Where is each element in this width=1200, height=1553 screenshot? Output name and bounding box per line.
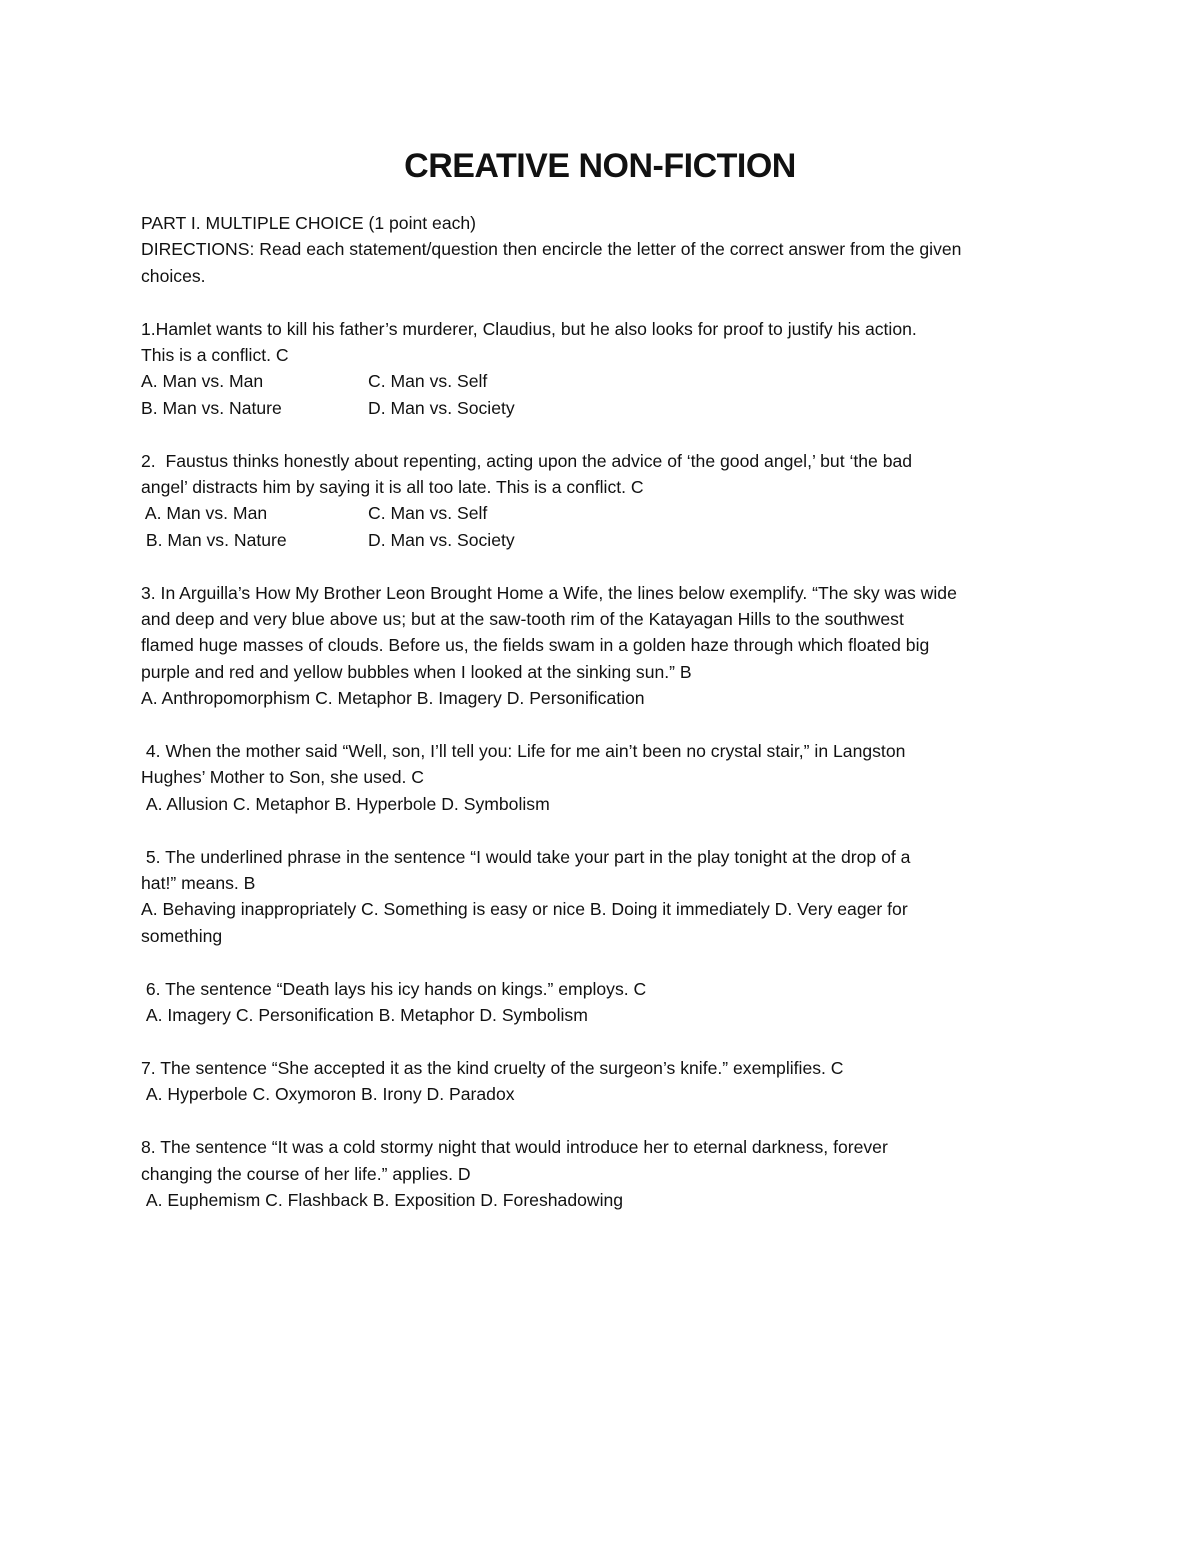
spacer (141, 1029, 1071, 1055)
choice-a: A. Man vs. Man (141, 371, 264, 392)
question-1 (141, 316, 1071, 422)
choice-row (141, 395, 1071, 421)
choice-c: C. Man vs. Self (368, 503, 488, 524)
spacer (141, 289, 1071, 315)
choices-line: A. Hyperbole C. Oxymoron B. Irony D. Paradox (141, 1084, 515, 1105)
question-text: angel’ distracts him by saying it is all too late. This is a conflict. C (141, 477, 644, 498)
question-text: 4. When the mother said “Well, son, I’ll tell you: Life for me ain’t been no crystal stair,” in Langston (141, 741, 906, 762)
spacer (141, 712, 1071, 738)
choice-b: B. Man vs. Nature (141, 397, 282, 418)
question-text: 3. In Arguilla’s How My Brother Leon Brought Home a Wife, the lines below exemplify. “The sky was wide (141, 582, 957, 603)
choices-line: A. Allusion C. Metaphor B. Hyperbole D. Symbolism (141, 793, 550, 814)
choices-line: A. Euphemism C. Flashback B. Exposition D. Foreshadowing (141, 1189, 624, 1210)
question-text: 6. The sentence “Death lays his icy hands on kings.” employs. C (141, 978, 647, 999)
choices-line: A. Imagery C. Personification B. Metaphor D. Symbolism (141, 1005, 588, 1026)
spacer (141, 949, 1071, 975)
part-heading: PART I. MULTIPLE CHOICE (1 point each) (141, 213, 477, 233)
question-4 (141, 738, 1071, 817)
page-title: CREATIVE NON-FICTION (404, 147, 796, 185)
question-8 (141, 1134, 1071, 1213)
directions-line: DIRECTIONS: Read each statement/question then encircle the letter of the correct answer from the given (141, 239, 962, 260)
question-text: 7. The sentence “She accepted it as the kind cruelty of the surgeon’s knife.” exemplifies. C (141, 1057, 844, 1078)
question-text: 2. Faustus thinks honestly about repenting, acting upon the advice of ‘the good angel,’ but ‘the bad (141, 450, 913, 471)
question-text: Hughes’ Mother to Son, she used. C (141, 767, 424, 788)
question-text: 8. The sentence “It was a cold stormy night that would introduce her to eternal darkness, forever (141, 1137, 888, 1158)
question-text: changing the course of her life.” applies. D (141, 1163, 471, 1184)
question-text: This is a conflict. C (141, 345, 289, 366)
choices-line: A. Anthropomorphism C. Metaphor B. Imagery D. Personification (141, 688, 645, 709)
choice-a: A. Man vs. Man (141, 503, 268, 524)
question-3 (141, 580, 1071, 712)
choice-row (141, 527, 1071, 553)
directions-line: choices. (141, 265, 206, 286)
question-text: and deep and very blue above us; but at the saw-tooth rim of the Katayagan Hills to the southwest (141, 609, 904, 630)
question-text: purple and red and yellow bubbles when I looked at the sinking sun.” B (141, 661, 692, 682)
question-text: flamed huge masses of clouds. Before us, the fields swam in a golden haze through which floated big (141, 635, 930, 656)
spacer (141, 421, 1071, 447)
choice-b: B. Man vs. Nature (141, 529, 287, 550)
question-text: 1.Hamlet wants to kill his father’s murderer, Claudius, but he also looks for proof to justify his action. (141, 318, 917, 339)
choices-line: A. Behaving inappropriately C. Something is easy or nice B. Doing it immediately D. Very eager for (141, 899, 908, 920)
spacer (141, 817, 1071, 843)
question-5 (141, 844, 1071, 950)
question-6 (141, 976, 1071, 1029)
question-text: hat!” means. B (141, 873, 256, 894)
spacer (141, 1108, 1071, 1134)
choice-row (141, 500, 1071, 526)
choice-c: C. Man vs. Self (368, 371, 488, 392)
spacer (141, 553, 1071, 579)
choice-d: D. Man vs. Society (368, 529, 515, 550)
choice-d: D. Man vs. Society (368, 397, 515, 418)
question-7 (141, 1055, 1071, 1108)
choices-line: something (141, 925, 223, 946)
question-text: 5. The underlined phrase in the sentence “I would take your part in the play tonight at the drop of a (141, 846, 911, 867)
choice-row (141, 368, 1071, 394)
question-2 (141, 448, 1071, 554)
content-body (141, 210, 1071, 1213)
